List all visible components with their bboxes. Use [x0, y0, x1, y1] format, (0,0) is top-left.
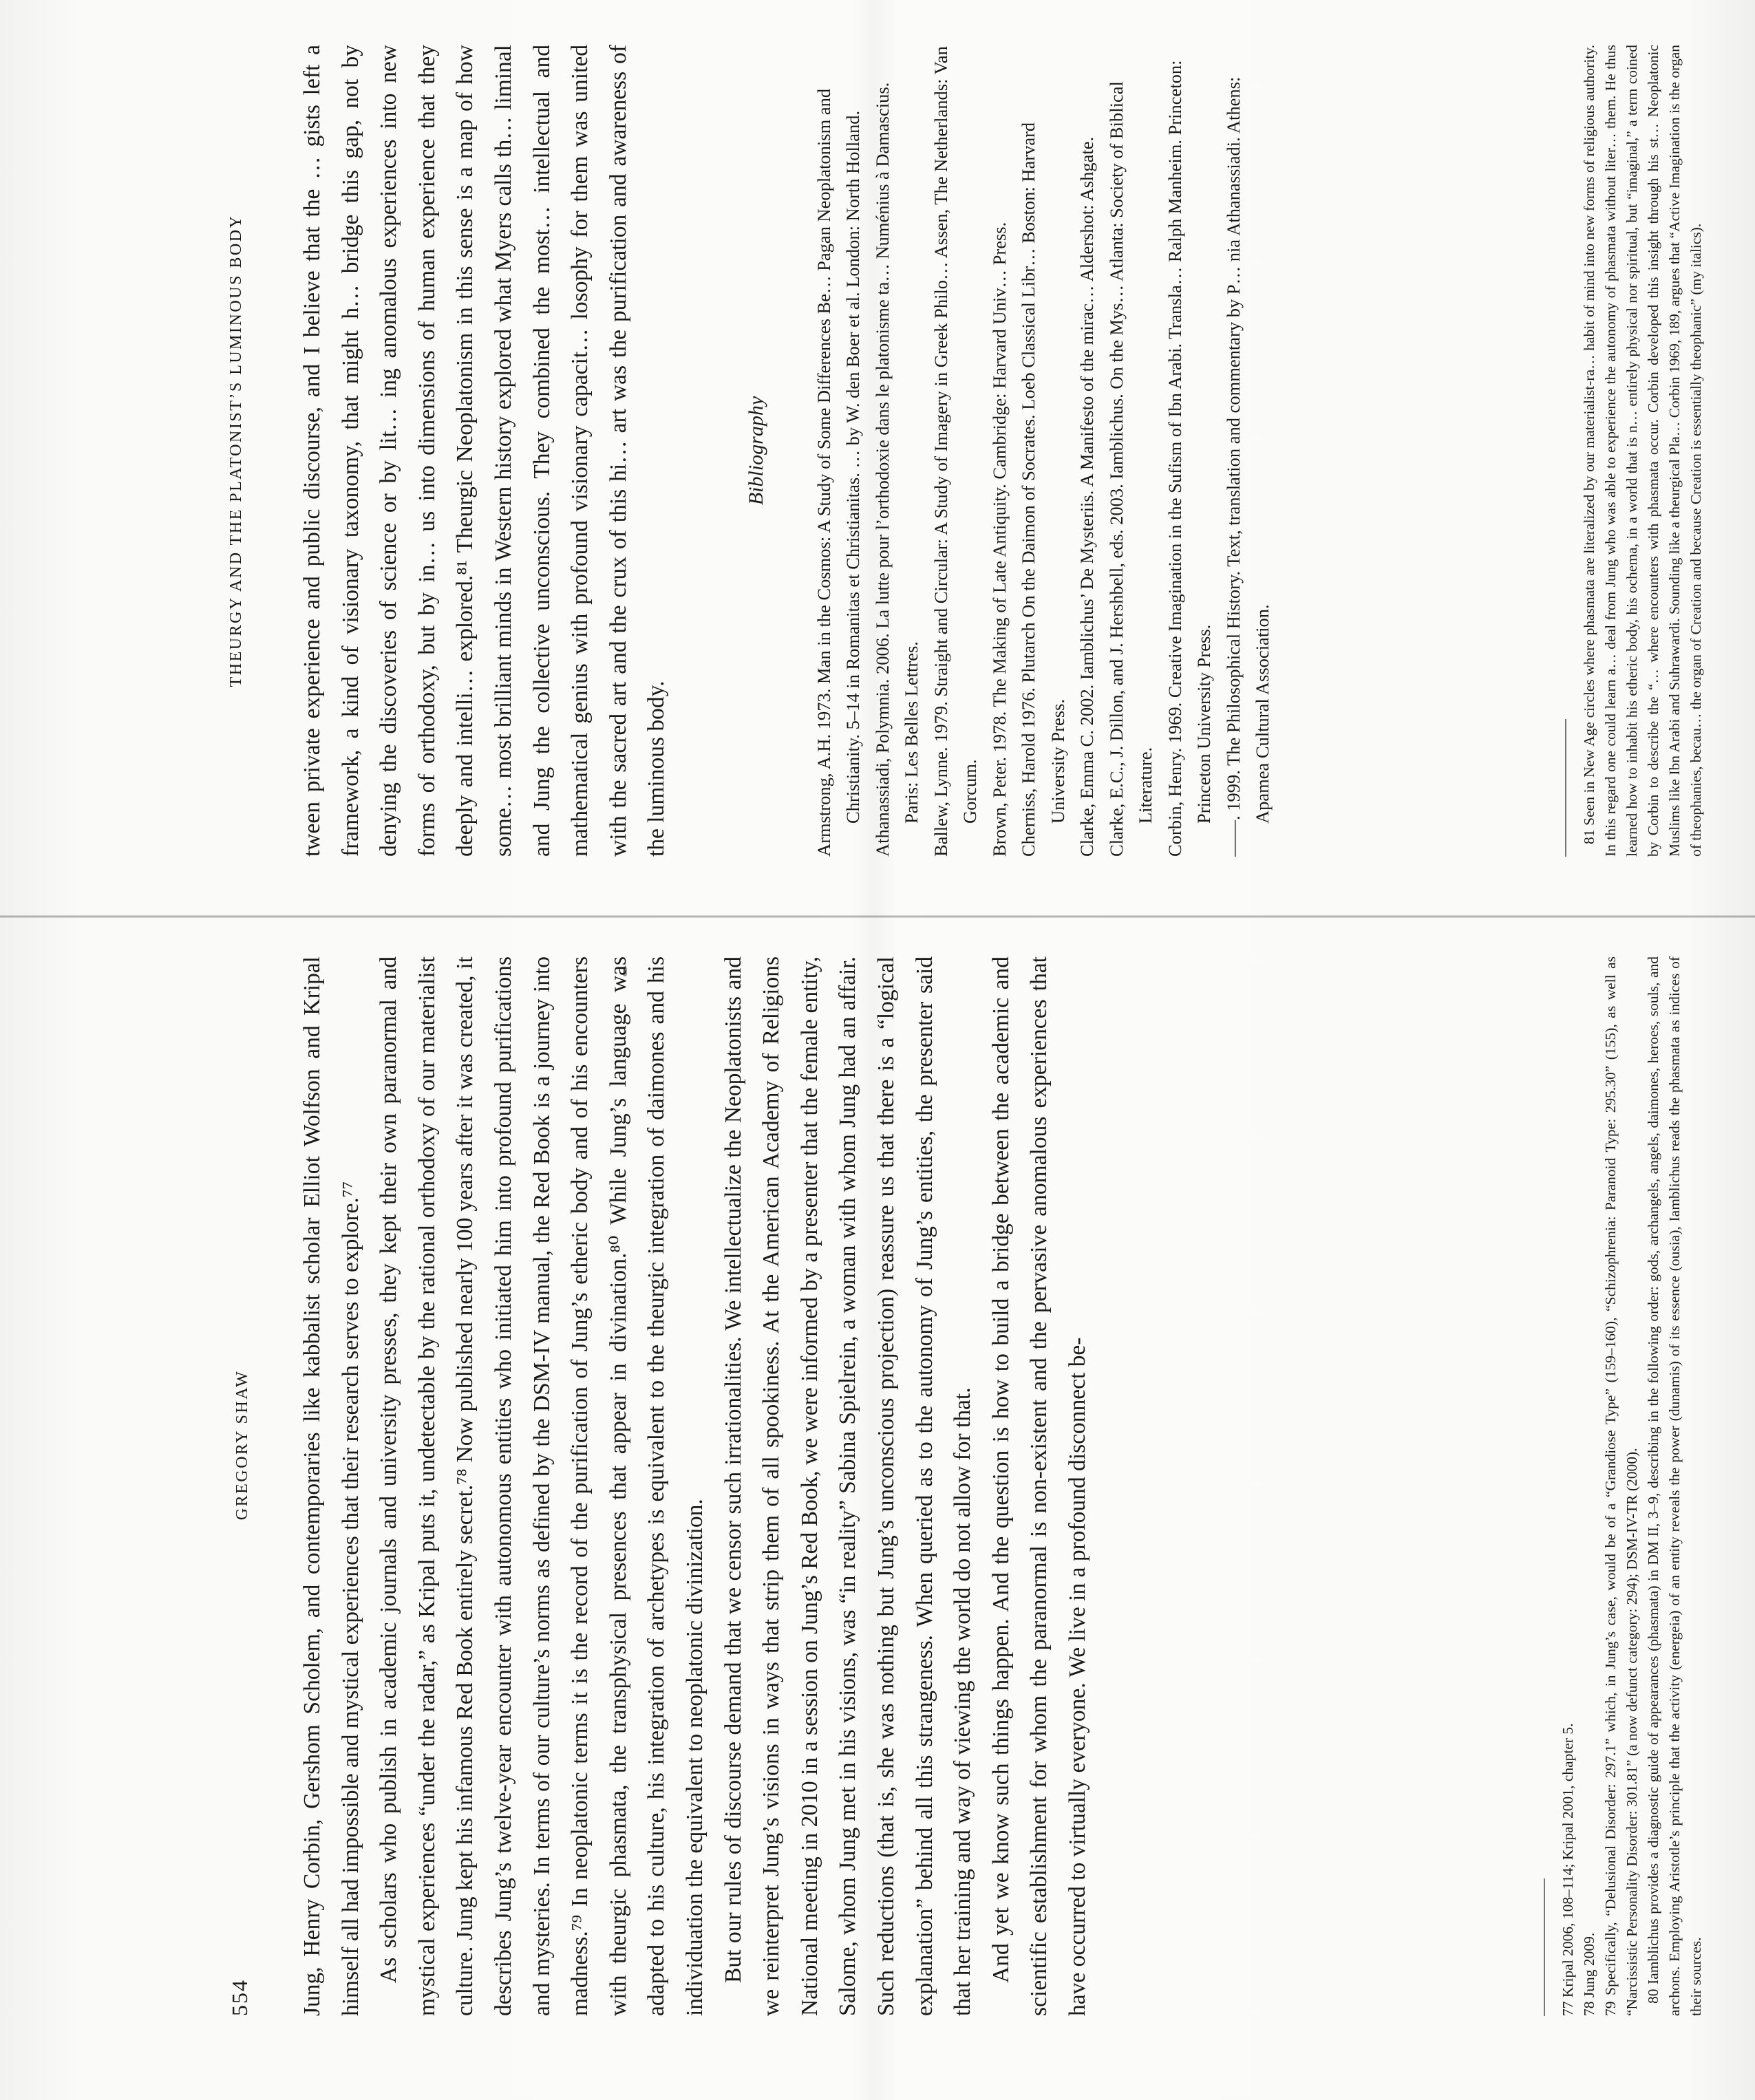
- author-running-head: GREGORY SHAW: [233, 1369, 251, 1521]
- bibliography-list: [809, 45, 1277, 857]
- bibliography-entry: Clarke, E.C., J. Dillon, and J. Hershbell, eds. 2003. Iamblichus. On the Mys… Atlanta: Society of Biblical Literature.: [1105, 81, 1156, 857]
- right-page: [227, 45, 1707, 857]
- footnote-81: 81 Seen in New Age circles where phasmata are literalized by our materialist-ra… habit of mind into new forms of religious authority. In this regard one could learn a… deal from Jung who was able to experience the autonomy of phasmata without liter… them. He thus learned how to inhabit his etheric body, his ochema, in a world that is n… entirely physical nor spiritual, but “imaginal,” a term coined by Corbin to describe the “… where encounters with phasmata occur. Corbin developed this insight through his st… Neoplatonic Muslims like Ibn Arabi and Suhrawardi. Sounding like a theurgical Pla… Corbin 1969, 189, argues that “Active Imagination is the organ of theophanies, becau… the organ of Creation and because Creation is essentially theophanic” (my italics).: [1581, 45, 1704, 857]
- bibliography-entry: Brown, Peter. 1978. The Making of Late Antiquity. Cambridge: Harvard Univ… Press.: [988, 222, 1010, 857]
- right-footnotes: [1565, 45, 1707, 857]
- right-body-text: [293, 45, 676, 857]
- paragraph-2: As scholars who publish in academic journals and university presses, they kept their own paranormal and mystical experiences “under the radar,” as Kripal puts it, undetectable by the rational orthodoxy of our materialist culture. Jung kept his infamous Red Book entirely secret.⁷⁸ Now published nearly 100 years after it was created, it describes Jung’s twelve-year encounter with autonomous entities who initiated him into profound purifications and mysteries. In terms of our culture’s norms as defined by the DSM-IV manual, the Red Book is a journey into madness.⁷⁹ In neoplatonic terms it is the record of the purification of Jung’s etheric body and of his encounters with theurgic phasmata, the transphysical presences that appear in divination.⁸⁰ While Jung’s language was adapted to his culture, his integration of archetypes is equivalent to the theurgic integration of daimones and his individuation the equivalent to neoplatonic divinization.: [376, 956, 708, 2016]
- footnote-80: 80 Iamblichus provides a diagnostic guide of appearances (phasmata) in DM II, 3–9, describing in the following order: gods, archangels, angels, daimones, heroes, souls, and archons. Employing Aristotle’s principle that the activity (energeia) of an entity reveals the power (dunamis) of its essence (ousia), Iamblichus reads the phasmata as indices of their sources.: [1645, 956, 1704, 2016]
- footnote-78: 78 Jung 2009.: [1581, 1932, 1597, 2016]
- page-gutter: [0, 915, 1755, 918]
- bibliography-heading: Bibliography: [744, 396, 767, 506]
- footnote-77: 77 Kripal 2006, 108–114; Kripal 2001, chapter 5.: [1560, 1723, 1576, 2016]
- paragraph-3: But our rules of discourse demand that we censor such irrationalities. We intellectualize the Neoplatonists and we reinterpret Jung’s visions in ways that strip them of all spookiness. At the American Academy of Religions National meeting in 2010 in a session on Jung’s Red Book, we were informed by a presenter that the female entity, Salome, whom Jung met in his visions, was “in reality” Sabina Spielrein, a woman with whom Jung had an affair. Such reductions (that is, she was nothing but Jung’s unconscious projection) reassure us that there is a “logical explanation” behind all this strangeness. When queried as to the autonomy of Jung’s entities, the presenter said that her training and way of viewing the world do not allow for that.: [720, 956, 976, 2016]
- footnote-79: 79 Specifically, “Delusional Disorder: 297.1” which, in Jung’s case, would be of a “Grandiose Type” (159–160), “Schizophrenia: Paranoid Type: 295.30” (155), as well as “Narcissistic Personality Disorder: 301.81” (a now defunct category: 294); DSM-IV-TR (2000).: [1602, 956, 1640, 2016]
- left-running-head: [227, 956, 268, 2016]
- bibliography-entry: Cherniss, Harold 1976. Plutarch On the Daimon of Socrates. Loeb Classical Libr… Boston: Harvard University Press.: [1018, 122, 1068, 857]
- paragraph-4: And yet we know such things happen. And the question is how to build a bridge between the academic and scientific establishment for whom the paranormal is non-existent and the pervasive anomalous experiences that have occurred to virtually everyone. We live in a profound disconnect be-: [988, 956, 1090, 2016]
- left-footnotes: [1544, 956, 1707, 2016]
- bibliography-entry: Armstrong, A.H. 1973. Man in the Cosmos: A Study of Some Differences Be… Pagan Neoplatonism and Christianity. 5–14 in Romanitas et Christianitas. … by W. den Boer et al. London: North Holland.: [813, 88, 864, 857]
- paragraph-1: Jung, Henry Corbin, Gershom Scholem, and contemporaries like kabbalist scholar Elliot Wolfson and Kripal himself all had impossible and mystical experiences that their research serves to explore.⁷⁷: [299, 956, 363, 2016]
- bibliography-entry: Athanassiadi, Polymnia. 2006. La lutte pour l’orthodoxie dans le platonisme ta… Numénius à Damascius. Paris: Les Belles Lettres.: [871, 82, 922, 857]
- bibliography-entry: Clarke, Emma C. 2002. Iamblichus’ De Mysteriis. A Manifesto of the mirac… Aldershot: Ashgate.: [1076, 136, 1098, 857]
- page-number: 554: [227, 1979, 252, 2016]
- left-body-text: [293, 956, 1096, 2016]
- bibliography-entry: Ballew, Lynne. 1979. Straight and Circular: A Study of Imagery in Greek Philo… Assen, The Netherlands: Van Gorcum.: [930, 46, 981, 857]
- right-running-head: [227, 45, 268, 857]
- footnote-rule: [1544, 1878, 1545, 2016]
- footnote-rule: [1565, 719, 1566, 857]
- right-paragraph: tween private experience and public discourse, and I believe that the … gists left a framework, a kind of visionary taxonomy, that might h… bridge this gap, not by denying the discoveries of science or by lit… ing anomalous experiences into new forms of orthodoxy, but by in… us into dimensions of human experience that they deeply and intelli… explored.⁸¹ Theurgic Neoplatonism in this sense is a map of how some… most brilliant minds in Western history explored what Myers calls th… liminal and Jung the collective unconscious. They combined the most… intellectual and mathematical genius with profound visionary capacit… losophy for them was united with the sacred art and the crux of this hi… art was the purification and awareness of the luminous body.: [299, 45, 670, 857]
- chapter-running-head: THEURGY AND THE PLATONIST’S LUMINOUS BODY: [227, 214, 245, 687]
- bibliography-entry: ——. 1999. The Philosophical History. Text, translation and commentary by P… nia Athanassiadi. Athens: Apamea Cultural Association.: [1222, 76, 1273, 857]
- left-page: [227, 956, 1707, 2016]
- bibliography-entry: Corbin, Henry. 1969. Creative Imagination in the Sufism of Ibn Arabi. Transla… Ralph Manheim. Princeton: Princeton University Press.: [1164, 60, 1215, 857]
